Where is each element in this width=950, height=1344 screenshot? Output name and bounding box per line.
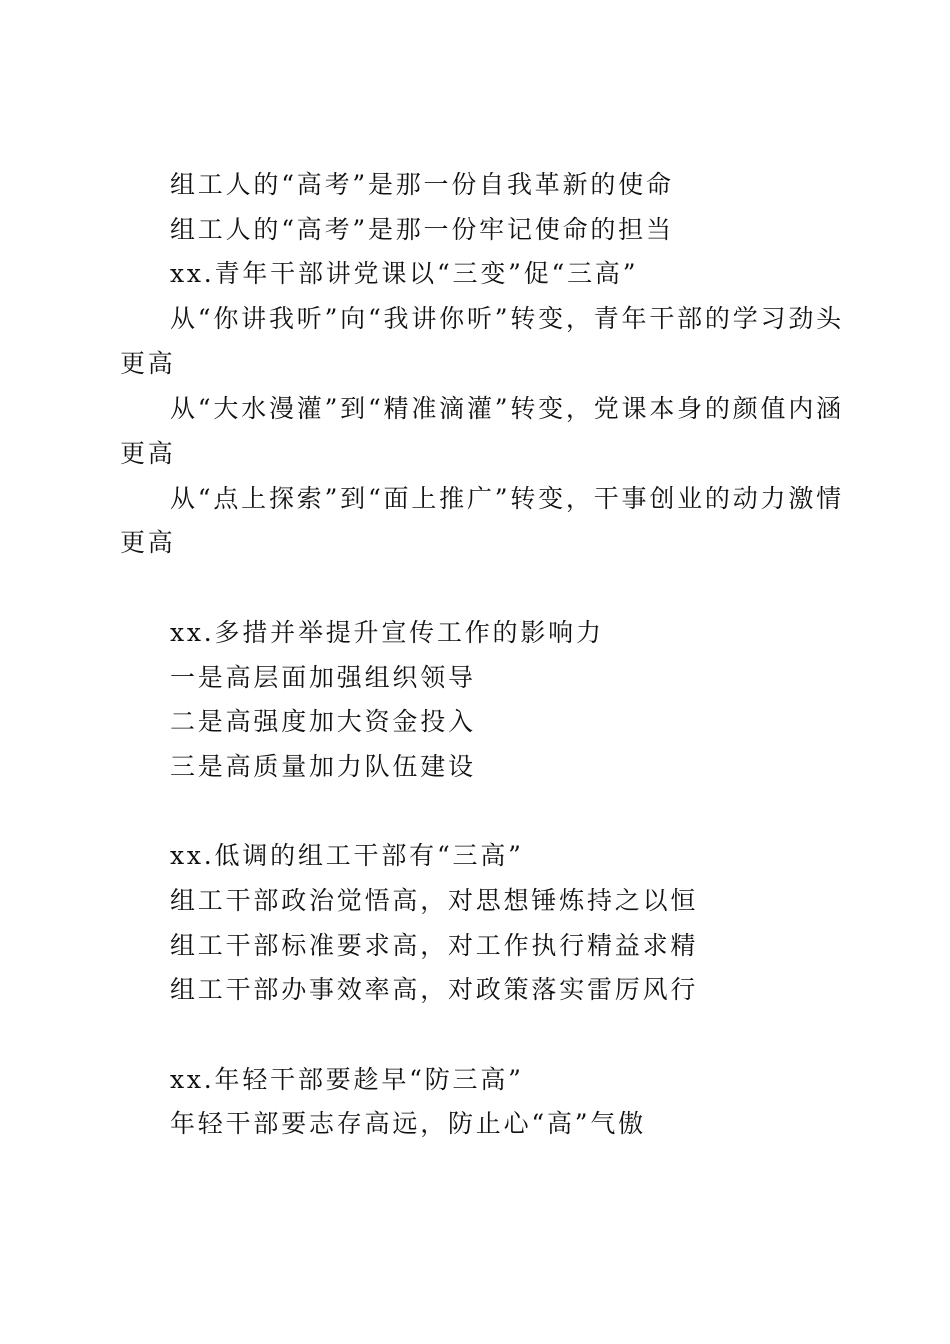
paragraph-line: 从“大水漫灌”到“精准滴灌”转变，党课本身的颜值内涵 [170,394,844,423]
paragraph-line: 二是高强度加大资金投入 [170,707,476,736]
paragraph-line: 从“你讲我听”向“我讲你听”转变，青年干部的学习劲头 [170,304,844,333]
section-heading: xx.低调的组工干部有“三高” [170,841,524,870]
section-heading: xx.青年干部讲党课以“三变”促“三高” [170,259,639,288]
section-heading: xx.多措并举提升宣传工作的影响力 [170,618,604,647]
section-heading: xx.年轻干部要趁早“防三高” [170,1065,524,1094]
paragraph-line: 组工人的“高考”是那一份自我革新的使命 [170,170,674,199]
paragraph-line: 组工人的“高考”是那一份牢记使命的担当 [170,215,674,244]
paragraph-line-continued: 更高 [120,528,176,557]
paragraph-line-continued: 更高 [120,349,176,378]
paragraph-line-continued: 更高 [120,439,176,468]
paragraph-line: 从“点上探索”到“面上推广”转变，干事创业的动力激情 [170,484,844,513]
paragraph-line: 组工干部政治觉悟高，对思想锤炼持之以恒 [170,886,699,915]
paragraph-line: 组工干部办事效率高，对政策落实雷厉风行 [170,975,699,1004]
paragraph-line: 组工干部标准要求高，对工作执行精益求精 [170,931,699,960]
paragraph-line: 一是高层面加强组织领导 [170,663,476,692]
paragraph-line: 三是高质量加力队伍建设 [170,752,476,781]
paragraph-line: 年轻干部要志存高远，防止心“高”气傲 [170,1109,646,1138]
